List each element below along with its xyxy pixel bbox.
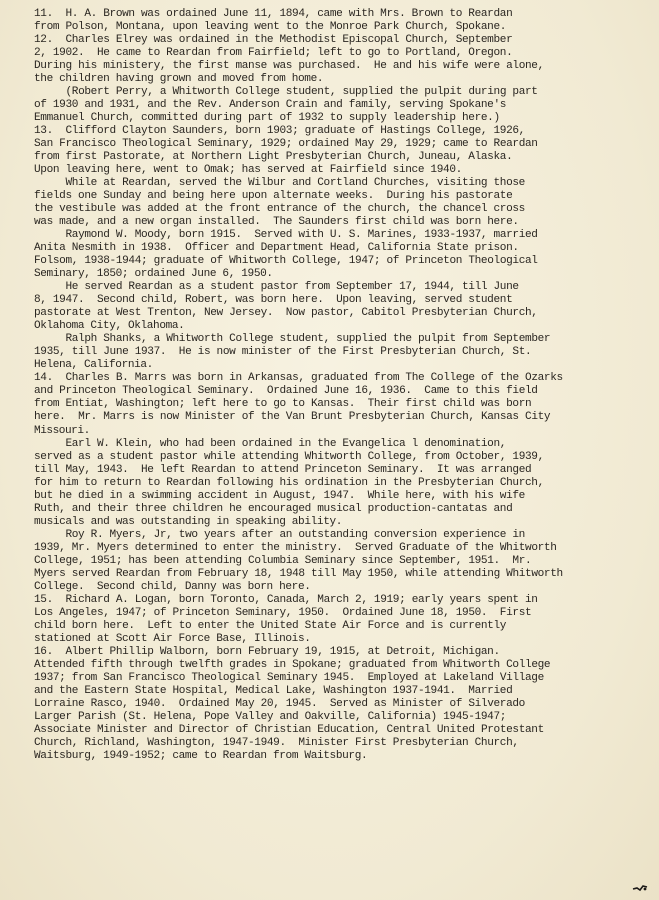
- text-line: served as a student pastor while attending Whitworth College, from October, 1939,: [34, 450, 544, 463]
- text-line: from Entiat, Washington; left here to go to Kansas. Their first child was born: [34, 398, 532, 411]
- text-line: He served Reardan as a student pastor from September 17, 1944, till June: [34, 281, 519, 294]
- text-line: Attended fifth through twelfth grades in Spokane; graduated from Whitworth College: [34, 658, 551, 671]
- text-line: fields one Sunday and being here upon alternate weeks. During his pastorate: [34, 190, 513, 203]
- corner-ink-mark: [631, 882, 649, 892]
- text-line: College, 1951; has been attending Columbia Seminary since September, 1951. Mr.: [34, 554, 532, 567]
- text-line: and Princeton Theological Seminary. Ordained June 16, 1936. Came to this field: [34, 385, 538, 398]
- text-line: child born here. Left to enter the United State Air Force and is currently: [34, 619, 507, 632]
- text-line: Raymond W. Moody, born 1915. Served with U. S. Marines, 1933-1937, married: [34, 229, 538, 242]
- text-line: till May, 1943. He left Reardan to attend Princeton Seminary. It was arranged: [34, 463, 532, 476]
- text-line: Lorraine Rasco, 1940. Ordained May 20, 1945. Served as Minister of Silverado: [34, 697, 525, 710]
- text-line: Anita Nesmith in 1938. Officer and Department Head, California State prison.: [34, 242, 519, 255]
- ink-mark-icon: [631, 882, 649, 892]
- document-text: [34, 8, 658, 763]
- text-line: 14. Charles B. Marrs was born in Arkansas, graduated from The College of the Ozarks: [34, 372, 563, 385]
- text-line: 2, 1902. He came to Reardan from Fairfield; left to go to Portland, Oregon.: [34, 47, 513, 60]
- text-line: pastorate at West Trenton, New Jersey. Now pastor, Cabitol Presbyterian Church,: [34, 307, 538, 320]
- text-line: of 1930 and 1931, and the Rev. Anderson Crain and family, serving Spokane's: [34, 99, 507, 112]
- text-line: Folsom, 1938-1944; graduate of Whitworth College, 1947; of Princeton Theological: [34, 255, 538, 268]
- text-line: Helena, California.: [34, 359, 153, 372]
- text-line: Ruth, and their three children he encouraged musical production-cantatas and: [34, 502, 513, 515]
- text-line: Seminary, 1850; ordained June 6, 1950.: [34, 268, 273, 281]
- text-line: 1939, Mr. Myers determined to enter the ministry. Served Graduate of the Whitworth: [34, 541, 557, 554]
- text-line: but he died in a swimming accident in August, 1947. While here, with his wife: [34, 489, 525, 502]
- text-line: from first Pastorate, at Northern Light Presbyterian Church, Juneau, Alaska.: [34, 151, 513, 164]
- text-line: (Robert Perry, a Whitworth College student, supplied the pulpit during part: [34, 86, 538, 99]
- text-line: Earl W. Klein, who had been ordained in the Evangelica l denomination,: [34, 437, 507, 450]
- text-line: 1937; from San Francisco Theological Seminary 1945. Employed at Lakeland Village: [34, 671, 544, 684]
- text-line: College. Second child, Danny was born here.: [34, 580, 311, 593]
- text-line: Upon leaving here, went to Omak; has served at Fairfield since 1940.: [34, 164, 462, 177]
- text-line: 13. Clifford Clayton Saunders, born 1903; graduate of Hastings College, 1926,: [34, 125, 525, 138]
- text-line: Larger Parish (St. Helena, Pope Valley and Oakville, California) 1945-1947;: [34, 710, 507, 723]
- text-line: the children having grown and moved from home.: [34, 73, 324, 86]
- text-line: 1935, till June 1937. He is now minister of the First Presbyterian Church, St.: [34, 346, 532, 359]
- text-line: While at Reardan, served the Wilbur and Cortland Churches, visiting those: [34, 177, 525, 190]
- text-line: Myers served Reardan from February 18, 1948 till May 1950, while attending Whitworth: [34, 567, 563, 580]
- text-line: from Polson, Montana, upon leaving went to the Monroe Park Church, Spokane.: [34, 21, 507, 34]
- text-line: Ralph Shanks, a Whitworth College student, supplied the pulpit from September: [34, 333, 551, 346]
- text-line: musicals and was outstanding in speaking ability.: [34, 515, 343, 528]
- text-line: for him to return to Reardan following his ordination in the Presbyterian Church,: [34, 476, 544, 489]
- text-line: 11. H. A. Brown was ordained June 11, 1894, came with Mrs. Brown to Reardan: [34, 8, 513, 20]
- text-line: San Francisco Theological Seminary, 1929; ordained May 29, 1929; came to Reardan: [34, 138, 538, 151]
- text-line: Emmanuel Church, committed during part of 1932 to supply leadership here.): [34, 112, 500, 125]
- text-line: Waitsburg, 1949-1952; came to Reardan from Waitsburg.: [34, 749, 368, 762]
- text-line: here. Mr. Marrs is now Minister of the Van Brunt Presbyterian Church, Kansas City: [34, 411, 551, 424]
- text-line: the vestibule was added at the front entrance of the church, the chancel cross: [34, 203, 525, 216]
- text-line: During his ministery, the first manse was purchased. He and his wife were alone,: [34, 60, 544, 73]
- text-line: 15. Richard A. Logan, born Toronto, Canada, March 2, 1919; early years spent in: [34, 593, 538, 606]
- text-line: Oklahoma City, Oklahoma.: [34, 320, 185, 333]
- text-line: 8, 1947. Second child, Robert, was born here. Upon leaving, served student: [34, 294, 513, 307]
- text-line: Los Angeles, 1947; of Princeton Seminary, 1950. Ordained June 18, 1950. First: [34, 606, 532, 619]
- text-line: Missouri.: [34, 424, 90, 437]
- text-line: Roy R. Myers, Jr, two years after an outstanding conversion experience in: [34, 528, 525, 541]
- text-line: Church, Richland, Washington, 1947-1949. Minister First Presbyterian Church,: [34, 736, 519, 749]
- text-line: stationed at Scott Air Force Base, Illinois.: [34, 632, 311, 645]
- text-line: Associate Minister and Director of Christian Education, Central United Protestant: [34, 723, 544, 736]
- text-line: 16. Albert Phillip Walborn, born February 19, 1915, at Detroit, Michigan.: [34, 645, 500, 658]
- text-line: was made, and a new organ installed. The Saunders first child was born here.: [34, 216, 519, 229]
- text-line: and the Eastern State Hospital, Medical Lake, Washington 1937-1941. Married: [34, 684, 513, 697]
- text-line: 12. Charles Elrey was ordained in the Methodist Episcopal Church, September: [34, 34, 513, 47]
